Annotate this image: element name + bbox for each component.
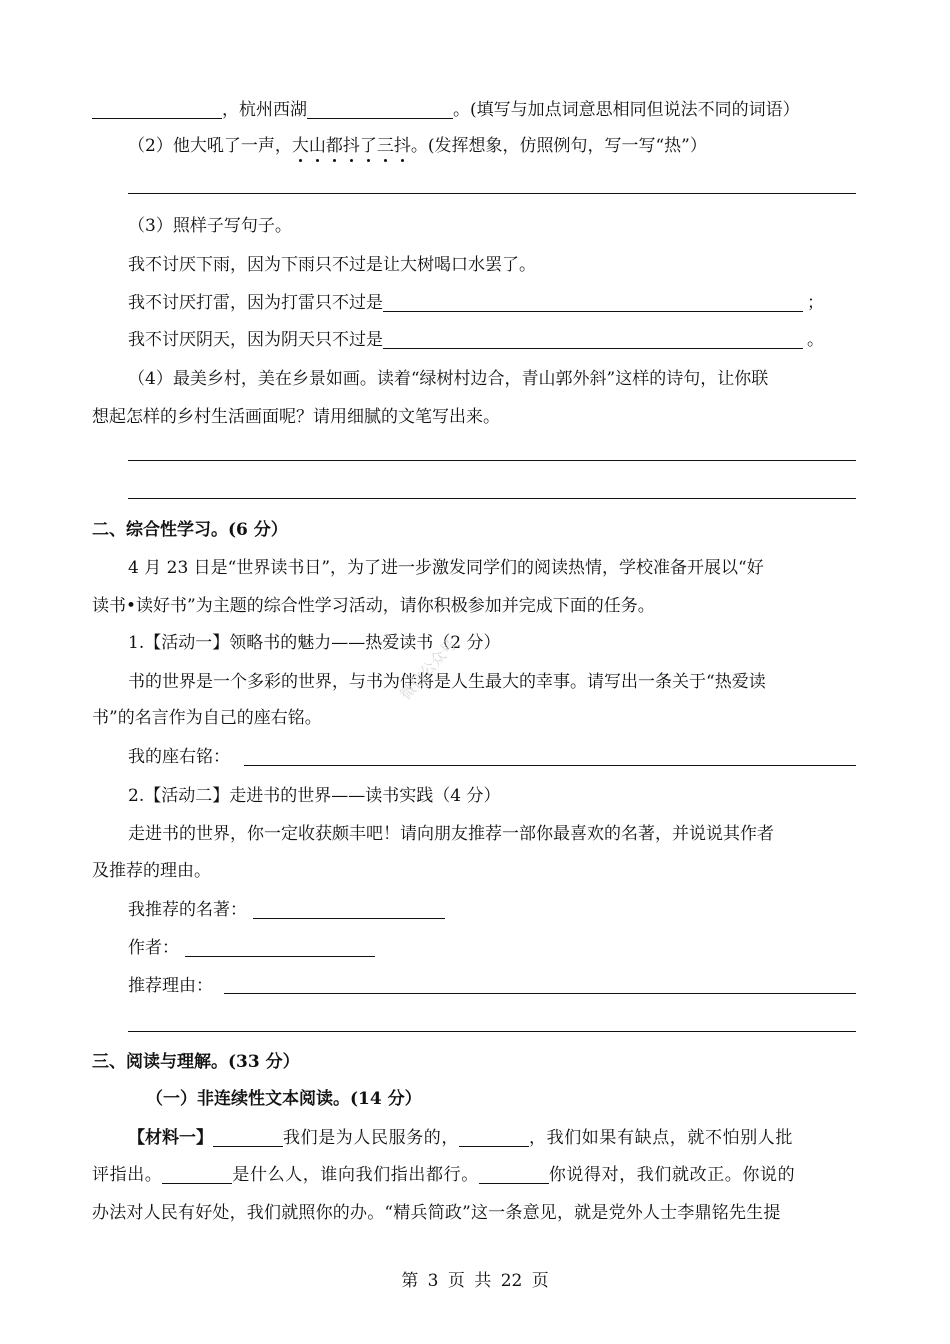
- material-text: 我们是为人民服务的，: [283, 1128, 459, 1148]
- author-row: [128, 936, 375, 960]
- reason-answer-line-2[interactable]: [128, 1031, 856, 1032]
- answer-blank[interactable]: [383, 293, 803, 312]
- dotted-char: 大: [291, 136, 309, 156]
- page-footer: 第 3 页 共 22 页: [401, 1271, 549, 1291]
- activity-1-text-2: 书”的名言作为自己的座右铭。: [92, 708, 322, 728]
- q3-a-text: 我不讨厌打雷，因为打雷只不过是: [128, 293, 383, 313]
- dotted-char: 了: [359, 136, 377, 156]
- answer-blank[interactable]: [92, 100, 222, 119]
- question-4-line1: （4）最美乡村，美在乡景如画。读着“绿树村边合，青山郭外斜”这样的诗句，让你联: [128, 369, 769, 389]
- question-4-line2: 想起怎样的乡村生活画面呢？请用细腻的文笔写出来。: [92, 407, 500, 427]
- material-1-line-2: [92, 1163, 795, 1187]
- answer-line[interactable]: [128, 460, 856, 461]
- q3-b-end: 。: [807, 330, 824, 350]
- reason-row: [128, 974, 213, 998]
- activity-2-title: 2.【活动二】走进书的世界——读书实践（4 分）: [128, 786, 501, 806]
- section-2-heading: 二、综合性学习。(6 分）: [92, 520, 288, 540]
- q3-b-text: 我不讨厌阴天，因为阴天只不过是: [128, 330, 383, 350]
- motto-label: 我的座右铭：: [128, 747, 230, 767]
- activity-1-text-1: 书的世界是一个多彩的世界，与书为伴将是人生最大的幸事。请写出一条关于“热爱读: [128, 672, 766, 692]
- question-2: [128, 134, 707, 158]
- activity-2-text-2: 及推荐的理由。: [92, 861, 211, 881]
- answer-blank[interactable]: [162, 1165, 232, 1184]
- question-3-item-a: [128, 291, 824, 315]
- material-text: 你说得对，我们就改正。你说的: [548, 1165, 796, 1185]
- section-2-intro-2: 读书•读好书”为主题的综合性学习活动，请你积极参加并完成下面的任务。: [92, 596, 655, 616]
- material-label: 【材料一】: [128, 1128, 213, 1148]
- question-3-item-b: [128, 328, 824, 352]
- q2-prefix: （2）他大吼了一声，: [128, 136, 292, 156]
- dotted-char: 三: [376, 136, 394, 156]
- answer-line[interactable]: [128, 193, 856, 194]
- motto-row: [128, 745, 230, 769]
- book-answer-blank[interactable]: [253, 900, 445, 919]
- question-3-example: 我不讨厌下雨，因为下雨只不过是让大树喝口水罢了。: [128, 255, 536, 275]
- dotted-char: 抖: [393, 136, 411, 156]
- author-answer-blank[interactable]: [185, 938, 375, 957]
- dotted-char: 抖: [342, 136, 360, 156]
- section-2-intro-1: 4 月 23 日是“世界读书日”，为了进一步激发同学们的阅读热情，学校准备开展以“好: [128, 558, 764, 578]
- q2-suffix: 。(发挥想象，仿照例句，写一写“热”）: [410, 136, 707, 156]
- answer-blank[interactable]: [479, 1165, 549, 1184]
- motto-answer-line[interactable]: [244, 765, 856, 766]
- reason-answer-line[interactable]: [224, 993, 856, 994]
- answer-blank[interactable]: [459, 1128, 529, 1147]
- material-text: 是什么人，谁向我们指出都行。: [232, 1165, 479, 1185]
- q3-a-end: ；: [807, 293, 824, 313]
- line1-end-text: 。(填写与加点词意思相同但说法不同的词语）: [453, 100, 800, 120]
- author-label: 作者：: [128, 938, 179, 958]
- activity-1-title: 1.【活动一】领略书的魅力——热爱读书（2 分）: [128, 633, 501, 653]
- watermark: 微信公众号: [396, 635, 461, 704]
- fill-line-1: [92, 98, 800, 122]
- material-1-line-3: 办法对人民有好处，我们就照你的办。“精兵简政”这一条意见，就是党外人士李鼎铭先生提: [92, 1203, 781, 1223]
- reason-label: 推荐理由：: [128, 976, 213, 996]
- answer-blank[interactable]: [307, 100, 453, 119]
- material-text: ，我们如果有缺点，就不怕别人批: [529, 1128, 793, 1148]
- answer-blank[interactable]: [383, 330, 803, 349]
- activity-2-text-1: 走进书的世界，你一定收获颇丰吧！请向朋友推荐一部你最喜欢的名著，并说说其作者: [128, 824, 774, 844]
- section-3-heading: 三、阅读与理解。(33 分）: [92, 1052, 300, 1072]
- question-3-title: （3）照样子写句子。: [128, 216, 292, 236]
- line1-mid-text: ，杭州西湖: [222, 100, 307, 120]
- dotted-char: 都: [325, 136, 343, 156]
- section-3-subheading: （一）非连续性文本阅读。(14 分）: [146, 1089, 422, 1109]
- material-1-line-1: [128, 1126, 793, 1150]
- book-label: 我推荐的名著：: [128, 900, 247, 920]
- dotted-char: 山: [308, 136, 326, 156]
- answer-blank[interactable]: [213, 1128, 283, 1147]
- book-row: [128, 898, 445, 922]
- material-text: 评指出。: [92, 1165, 163, 1185]
- answer-line[interactable]: [128, 498, 856, 499]
